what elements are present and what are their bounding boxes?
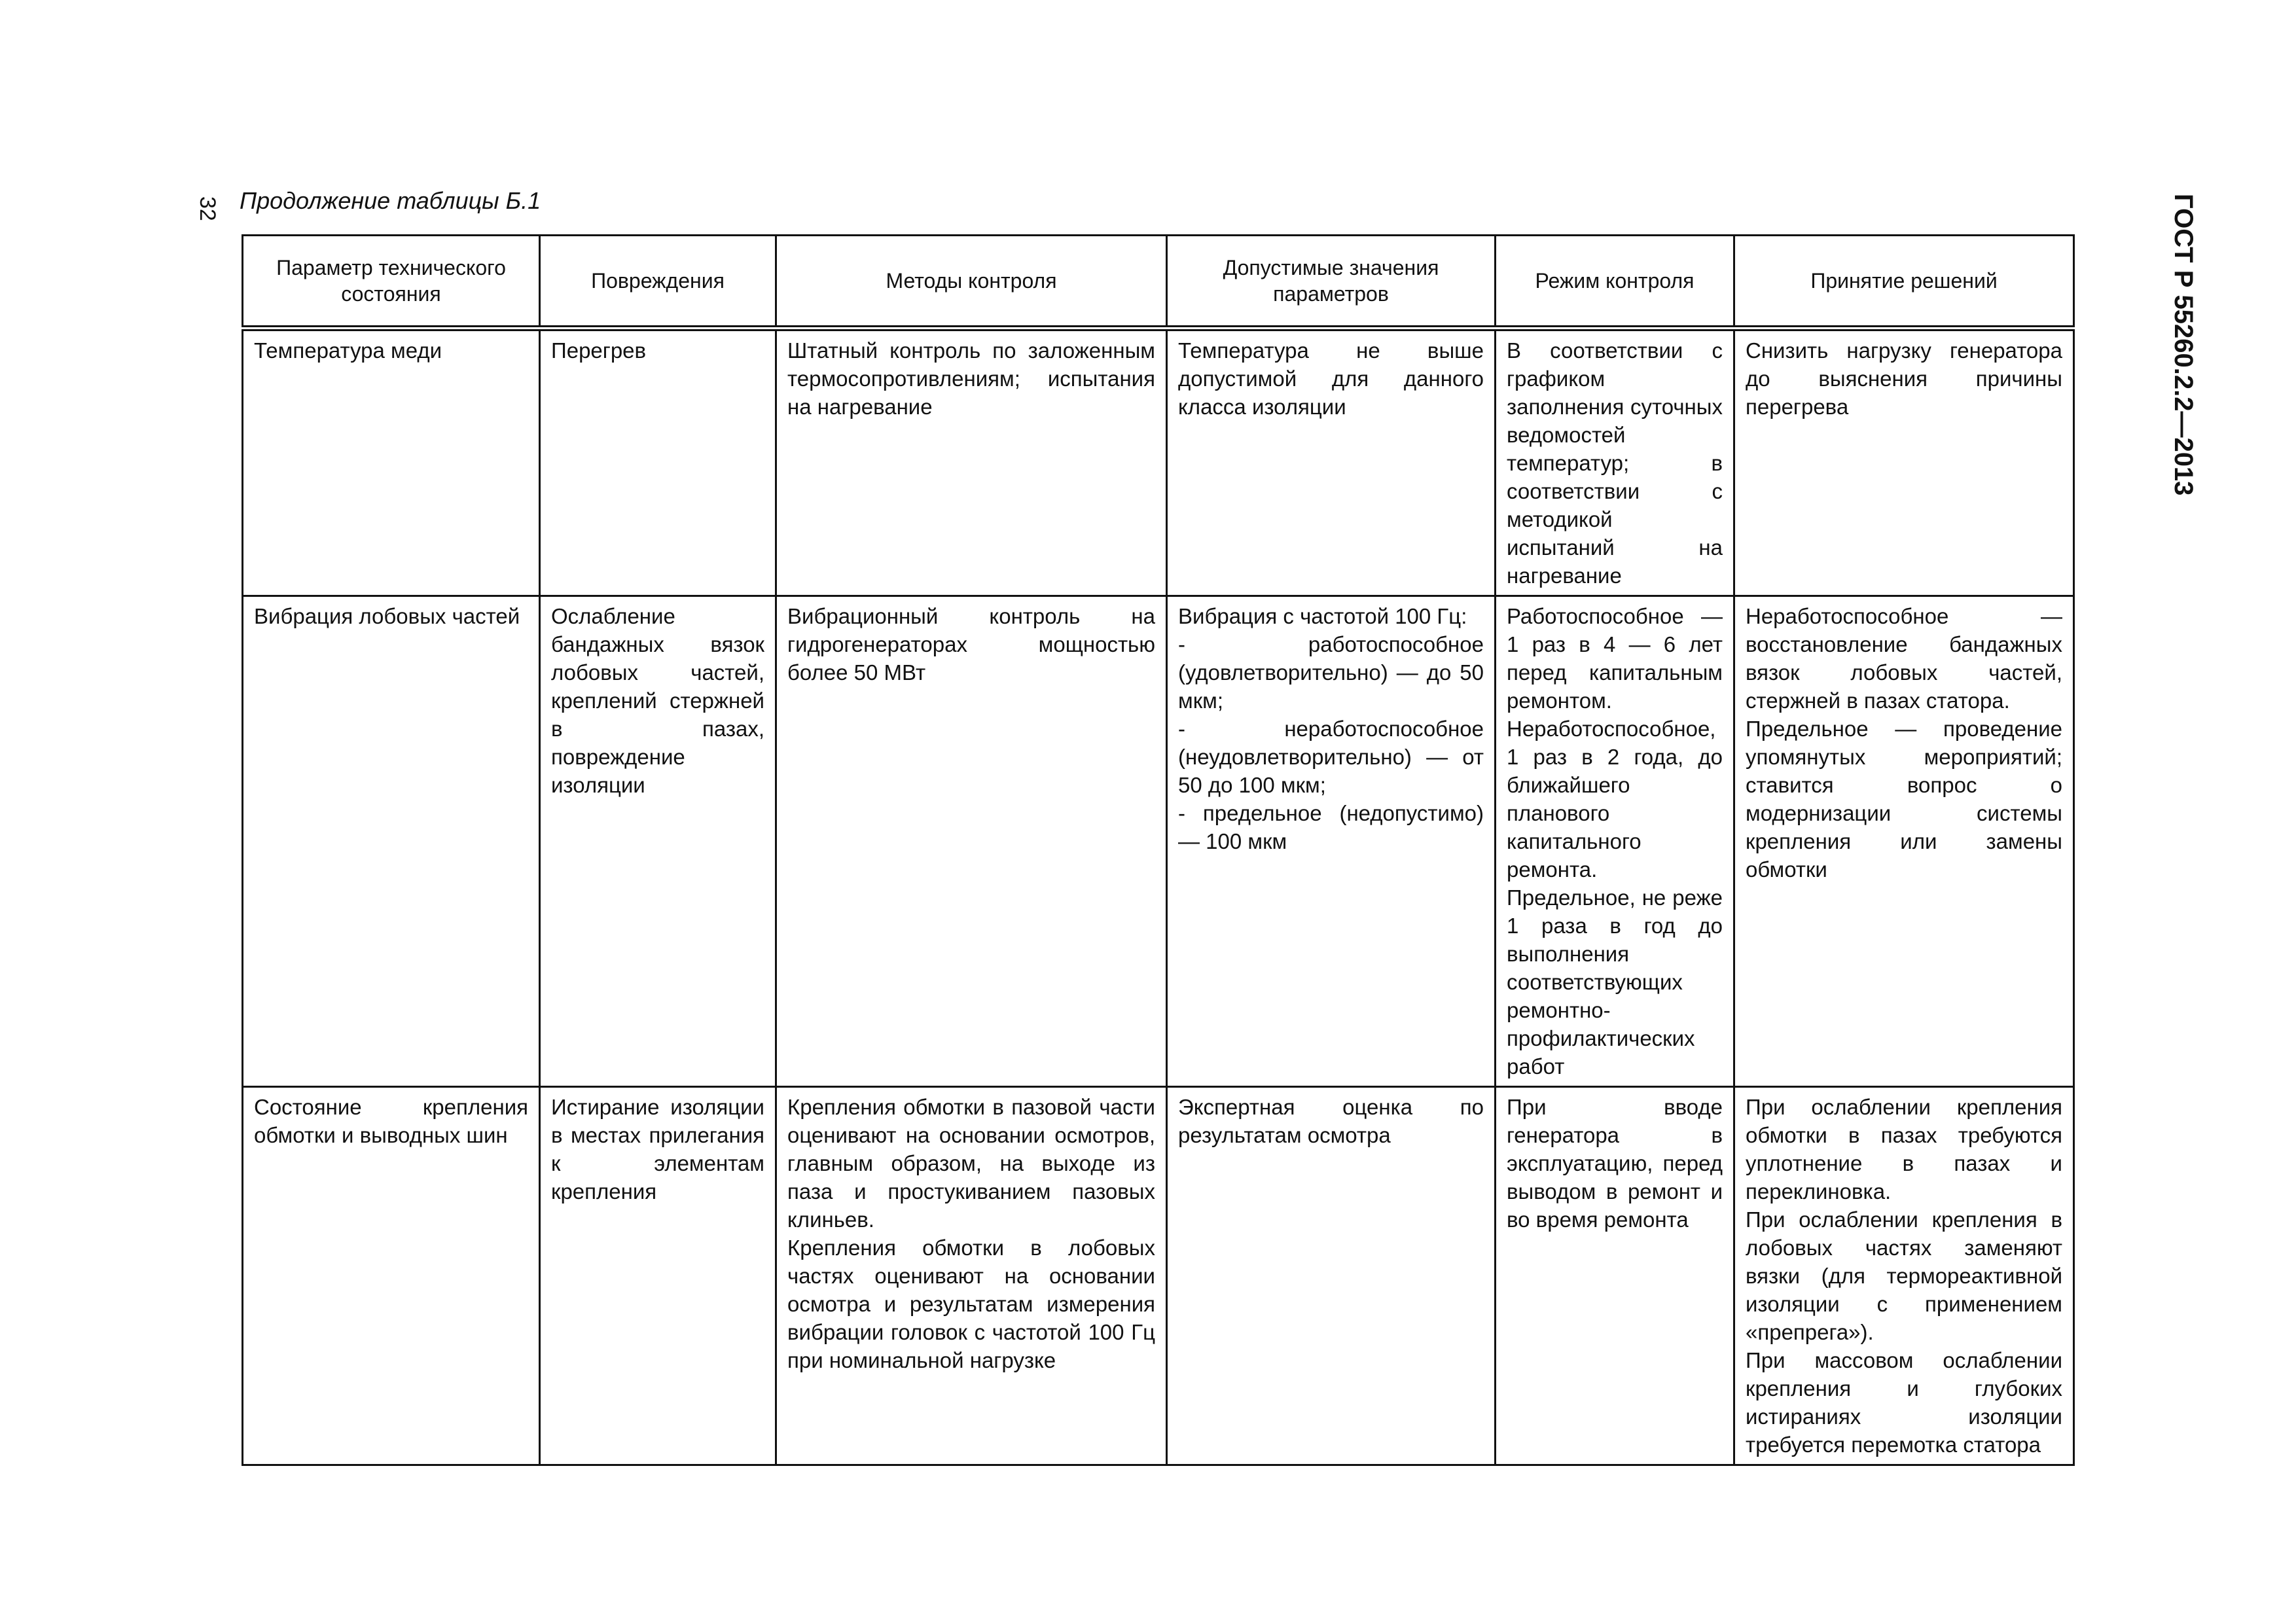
table-row [243,329,2074,596]
cell-paragraph: При вводе генератора в эксплуатацию, перед выводом в ремонт и во время ремонта [1507,1095,1723,1232]
cell-parameter: Состояние крепления обмотки и выводных шин [243,1087,540,1465]
cell-values [1167,596,1496,1087]
cell-methods [776,329,1167,596]
table-row [243,596,2074,1087]
page-number: 32 [195,196,220,221]
standard-table [242,234,2075,1466]
cell-paragraph: Работоспособное — 1 раз в 4 — 6 лет перед капитальным ремонтом. [1507,604,1723,713]
cell-values [1167,329,1496,596]
header-damage: Повреждения [540,236,776,329]
cell-paragraph: - неработоспособное (неудовлетворительно) — от 50 до 100 мкм; [1178,717,1484,797]
cell-paragraph: Предельное, не реже 1 раза в год до выполнения соответствующих ремонтно-профилактических работ [1507,885,1723,1079]
cell-paragraph: Вибрация с частотой 100 Гц: [1178,604,1467,628]
table-caption: Продолжение таблицы Б.1 [240,187,541,214]
table-header-row [243,236,2074,329]
header-methods: Методы контроля [776,236,1167,329]
cell-paragraph: - предельное (недопустимо) — 100 мкм [1178,801,1484,853]
cell-paragraph: - работоспособное (удовлетворительно) — до 50 мкм; [1178,632,1484,713]
cell-paragraph: Крепления обмотки в пазовой части оценивают на основании осмотров, главным образом, на выходе из паза и простукиванием пазовых клиньев. [787,1095,1155,1232]
cell-paragraph: Неработоспособное, 1 раз в 2 года, до ближайшего планового капитального ремонта. [1507,717,1723,882]
cell-damage: Истирание изоляции в местах прилегания к элементам крепления [540,1087,776,1465]
cell-mode [1496,1087,1734,1465]
cell-paragraph: Температура не выше допустимой для данного класса изоляции [1178,338,1484,419]
cell-paragraph: Штатный контроль по заложенным термосопротивлениям; испытания на нагревание [787,338,1155,419]
cell-paragraph: При ослаблении крепления в лобовых частях заменяют вязки (для термореактивной изоляции с применением «препрега»). [1746,1207,2062,1344]
cell-mode [1496,329,1734,596]
cell-parameter: Температура меди [243,329,540,596]
cell-methods [776,1087,1167,1465]
cell-paragraph: Крепления обмотки в лобовых частях оценивают на основании осмотра и результатам измерения вибрации головок с частотой 100 Гц при номинальной нагрузке [787,1236,1155,1372]
header-decision: Принятие решений [1734,236,2074,329]
cell-paragraph: Неработоспособное — восстановление бандажных вязок лобовых частей, стержней в пазах статора. [1746,604,2062,713]
cell-damage: Ослабление бандажных вязок лобовых частей, креплений стержней в пазах, повреждение изоляции [540,596,776,1087]
cell-decision [1734,329,2074,596]
cell-parameter: Вибрация лобовых частей [243,596,540,1087]
header-values: Допустимые значения параметров [1167,236,1496,329]
header-parameter: Параметр технического состояния [243,236,540,329]
cell-paragraph: Экспертная оценка по результатам осмотра [1178,1095,1484,1147]
cell-paragraph: В соответствии с графиком заполнения суточных ведомостей температур; в соответствии с методикой испытаний на нагревание [1507,338,1723,588]
cell-values [1167,1087,1496,1465]
cell-decision [1734,1087,2074,1465]
cell-methods [776,596,1167,1087]
cell-mode [1496,596,1734,1087]
cell-paragraph: Вибрационный контроль на гидрогенераторах мощностью более 50 МВт [787,604,1155,685]
table-row [243,1087,2074,1465]
cell-paragraph: При массовом ослаблении крепления и глубоких истираниях изоляции требуется перемотка статора [1746,1348,2062,1457]
cell-damage: Перегрев [540,329,776,596]
cell-paragraph: При ослаблении крепления обмотки в пазах требуются уплотнение в пазах и переклиновка. [1746,1095,2062,1204]
cell-paragraph: Снизить нагрузку генератора до выяснения причины перегрева [1746,338,2062,419]
cell-decision [1734,596,2074,1087]
cell-paragraph: Предельное — проведение упомянутых мероприятий; ставится вопрос о модернизации системы крепления или замены обмотки [1746,717,2062,882]
header-mode: Режим контроля [1496,236,1734,329]
